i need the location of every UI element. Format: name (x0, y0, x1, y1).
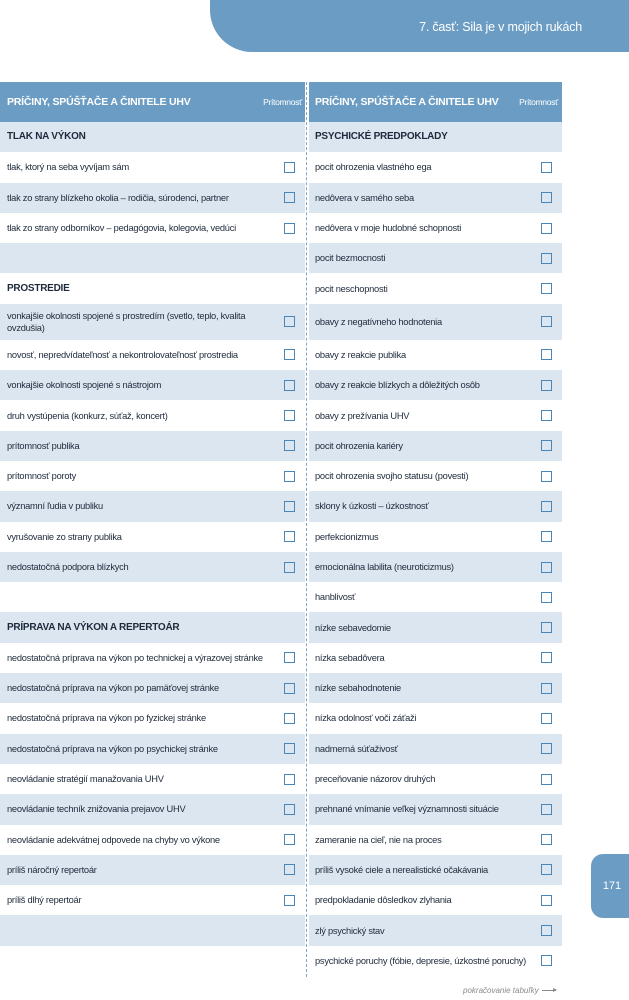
section-heading: PROSTREDIE (7, 282, 70, 294)
table-row (0, 431, 305, 461)
row-label: novosť, nepredvídateľnosť a nekontrolovateľnosť prostredia (7, 349, 238, 360)
presence-checkbox[interactable] (541, 253, 552, 264)
presence-checkbox[interactable] (541, 380, 552, 391)
presence-checkbox[interactable] (284, 895, 295, 906)
row-label: pocit ohrozenia kariéry (315, 440, 403, 451)
presence-checkbox[interactable] (541, 592, 552, 603)
row-label: vonkajšie okolnosti spojené s nástrojom (7, 380, 162, 391)
empty-row (0, 243, 305, 273)
presence-checkbox[interactable] (541, 471, 552, 482)
presence-checkbox[interactable] (541, 925, 552, 936)
table-row (0, 552, 305, 582)
row-label: prehnané vnímanie veľkej významnosti situácie (315, 804, 499, 815)
table-row (309, 491, 562, 521)
table-row (0, 855, 305, 885)
left-column (0, 82, 305, 946)
chapter-title: 7. časť: Sila je v mojich rukách (419, 20, 582, 34)
presence-checkbox[interactable] (541, 531, 552, 542)
table-row (309, 461, 562, 491)
table-row (309, 885, 562, 915)
presence-checkbox[interactable] (284, 501, 295, 512)
row-label: prítomnosť poroty (7, 471, 76, 482)
row-label: perfekcionizmus (315, 531, 379, 542)
presence-checkbox[interactable] (284, 864, 295, 875)
table-row (309, 643, 562, 673)
table-row (309, 946, 562, 976)
table-row (309, 552, 562, 582)
section-heading-row (309, 122, 562, 152)
empty-row (0, 582, 305, 612)
table-row (0, 764, 305, 794)
section-heading-row (0, 122, 305, 152)
row-label: obavy z negatívneho hodnotenia (315, 316, 442, 327)
row-label: emocionálna labilita (neuroticizmus) (315, 562, 454, 572)
table-row (309, 273, 562, 303)
row-label: neovládanie stratégií manažovania UHV (7, 774, 164, 785)
presence-checkbox[interactable] (541, 283, 552, 294)
right-header-presence: Prítomnosť (519, 97, 558, 107)
section-heading: PSYCHICKÉ PREDPOKLADY (315, 131, 448, 143)
presence-checkbox[interactable] (284, 471, 295, 482)
table-row (0, 400, 305, 430)
presence-checkbox[interactable] (541, 223, 552, 234)
table-row (309, 522, 562, 552)
row-label: predpokladanie dôsledkov zlyhania (315, 895, 452, 906)
row-label: významní ľudia v publiku (7, 501, 103, 512)
presence-checkbox[interactable] (541, 562, 552, 573)
table-row (309, 734, 562, 764)
row-label: nedostatočná príprava na výkon po technickej a výrazovej stránke (7, 652, 263, 663)
table-row (0, 825, 305, 855)
row-label: nadmerná súťaživosť (315, 743, 398, 754)
presence-checkbox[interactable] (541, 410, 552, 421)
presence-checkbox[interactable] (284, 410, 295, 421)
presence-checkbox[interactable] (284, 743, 295, 754)
table-row (0, 461, 305, 491)
row-label: príliš náročný repertoár (7, 864, 97, 875)
table-row (309, 340, 562, 370)
table-row (0, 213, 305, 243)
column-divider (306, 82, 307, 977)
presence-checkbox[interactable] (541, 955, 552, 966)
left-rows (0, 122, 305, 946)
presence-checkbox[interactable] (541, 774, 552, 785)
table-row (0, 734, 305, 764)
presence-checkbox[interactable] (284, 440, 295, 451)
table-row (309, 431, 562, 461)
presence-checkbox[interactable] (541, 713, 552, 724)
table-row (309, 400, 562, 430)
row-label: hanblivosť (315, 592, 356, 603)
left-header-title: PRÍČINY, SPÚŠŤAČE A ČINITELE UHV (7, 96, 191, 108)
right-header-title: PRÍČINY, SPÚŠŤAČE A ČINITELE UHV (315, 96, 499, 108)
row-label: obavy z reakcie publika (315, 349, 406, 360)
table-row (309, 915, 562, 945)
presence-checkbox[interactable] (541, 501, 552, 512)
row-label: nízka sebadôvera (315, 652, 385, 663)
row-label: obavy z prežívania UHV (315, 410, 410, 421)
row-label: nízka odolnosť voči záťaži (315, 713, 417, 724)
table-row (0, 703, 305, 733)
presence-checkbox[interactable] (284, 349, 295, 360)
table-row (0, 370, 305, 400)
row-label: nedostatočná príprava na výkon po fyzickej stránke (7, 713, 206, 724)
table-row (0, 304, 305, 340)
table-row (309, 764, 562, 794)
page-number: 171 (602, 880, 622, 892)
table-row (309, 213, 562, 243)
presence-checkbox[interactable] (284, 223, 295, 234)
right-rows (309, 122, 562, 976)
arrow-right-icon (542, 990, 556, 991)
section-heading: PRÍPRAVA NA VÝKON A REPERTOÁR (7, 621, 180, 633)
continuation-note: pokračovanie tabuľky (463, 986, 539, 995)
empty-row (0, 915, 305, 945)
presence-checkbox[interactable] (541, 683, 552, 694)
row-label: druh vystúpenia (konkurz, súťaž, koncert) (7, 410, 168, 421)
row-label: nízke sebahodnotenie (315, 683, 401, 694)
table-row (0, 794, 305, 824)
row-label: nedostatočná príprava na výkon po psychickej stránke (7, 743, 218, 754)
table-row (309, 243, 562, 273)
table-row (0, 183, 305, 213)
row-label: pocit ohrozenia vlastného ega (315, 162, 432, 173)
table-row (309, 370, 562, 400)
table-row (309, 825, 562, 855)
presence-checkbox[interactable] (284, 562, 295, 573)
presence-checkbox[interactable] (284, 834, 295, 845)
table-row (0, 673, 305, 703)
row-label: tlak zo strany odborníkov – pedagógovia, kolegovia, vedúci (7, 223, 236, 234)
presence-checkbox[interactable] (541, 652, 552, 663)
presence-checkbox[interactable] (541, 622, 552, 633)
right-column-header (309, 82, 562, 122)
row-label: pocit neschopnosti (315, 283, 388, 294)
row-label: sklony k úzkosti – úzkostnosť (315, 501, 429, 512)
table-row (309, 152, 562, 182)
presence-checkbox[interactable] (541, 316, 552, 327)
section-heading-row (0, 273, 305, 303)
row-label: nízke sebavedomie (315, 622, 391, 633)
table-row (309, 304, 562, 340)
left-column-header (0, 82, 305, 122)
presence-checkbox[interactable] (284, 380, 295, 391)
row-label: preceňovanie názorov druhých (315, 774, 436, 785)
row-label: nedostatočná podpora blízkych (7, 562, 129, 572)
row-label: nedôvera v moje hudobné schopnosti (315, 223, 462, 234)
row-label: zlý psychický stav (315, 925, 385, 936)
presence-checkbox[interactable] (284, 804, 295, 815)
section-heading-row (0, 612, 305, 642)
presence-checkbox[interactable] (284, 713, 295, 724)
row-label: zameranie na cieľ, nie na proces (315, 834, 442, 845)
presence-checkbox[interactable] (284, 774, 295, 785)
chapter-banner (210, 0, 629, 52)
left-header-presence: Prítomnosť (263, 97, 302, 107)
table-row (309, 582, 562, 612)
presence-checkbox[interactable] (284, 316, 295, 327)
presence-checkbox[interactable] (284, 531, 295, 542)
presence-checkbox[interactable] (541, 804, 552, 815)
right-column (309, 82, 562, 976)
row-label: obavy z reakcie blízkych a dôležitých osôb (315, 380, 480, 391)
row-label: prítomnosť publika (7, 440, 80, 451)
table-row (0, 340, 305, 370)
row-label: príliš vysoké ciele a nerealistické očakávania (315, 864, 488, 875)
row-label: neovládanie techník znižovania prejavov UHV (7, 804, 186, 815)
presence-checkbox[interactable] (541, 864, 552, 875)
presence-checkbox[interactable] (541, 349, 552, 360)
row-label: tlak zo strany blízkeho okolia – rodičia, súrodenci, partner (7, 192, 229, 203)
table-row (309, 794, 562, 824)
table-row (309, 183, 562, 213)
table-row (0, 643, 305, 673)
presence-checkbox[interactable] (541, 743, 552, 754)
table-row (0, 522, 305, 552)
table-row (0, 885, 305, 915)
row-label: nedostatočná príprava na výkon po pamäťovej stránke (7, 683, 219, 694)
row-label: tlak, ktorý na seba vyvíjam sám (7, 162, 129, 173)
table-row (309, 612, 562, 642)
presence-checkbox[interactable] (541, 162, 552, 173)
table-row (309, 703, 562, 733)
row-label: psychické poruchy (fóbie, depresie, úzkostné poruchy) (315, 955, 527, 966)
table-row (0, 152, 305, 182)
presence-checkbox[interactable] (284, 683, 295, 694)
table-row (309, 855, 562, 885)
row-label: neovládanie adekvátnej odpovede na chyby vo výkone (7, 834, 220, 845)
presence-checkbox[interactable] (541, 895, 552, 906)
presence-checkbox[interactable] (284, 652, 295, 663)
presence-checkbox[interactable] (541, 440, 552, 451)
presence-checkbox[interactable] (284, 192, 295, 203)
table-row (309, 673, 562, 703)
presence-checkbox[interactable] (541, 834, 552, 845)
page-number-tab (591, 854, 629, 918)
row-label: vyrušovanie zo strany publika (7, 531, 122, 542)
presence-checkbox[interactable] (284, 162, 295, 173)
row-label: pocit bezmocnosti (315, 253, 386, 264)
row-label: vonkajšie okolnosti spojené s prostredím (svetlo, teplo, kvalita ovzdušia) (7, 310, 246, 333)
presence-checkbox[interactable] (541, 192, 552, 203)
row-label: príliš dlhý repertoár (7, 895, 82, 906)
section-heading: TLAK NA VÝKON (7, 131, 86, 143)
row-label: pocit ohrozenia svojho statusu (povesti) (315, 471, 469, 482)
row-label: nedôvera v samého seba (315, 192, 414, 203)
table-row (0, 491, 305, 521)
